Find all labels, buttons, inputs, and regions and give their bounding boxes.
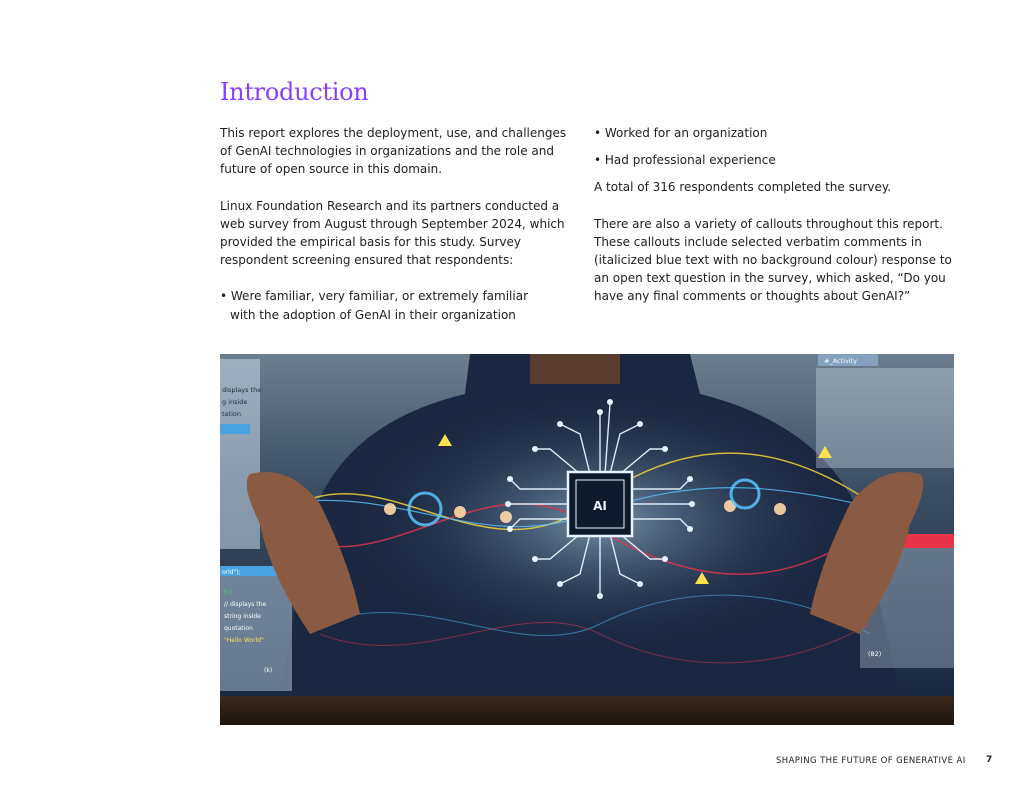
left-column — [220, 124, 575, 324]
ai-chip-icon — [568, 472, 632, 536]
bullet-experience: • Had professional experience — [594, 153, 776, 168]
hero-illustration — [220, 354, 954, 725]
footer-report-title: SHAPING THE FUTURE OF GENERATIVE AI — [776, 756, 966, 766]
bullet-familiar-line2: with the adoption of GenAI in their organization — [230, 307, 516, 322]
hero-image — [220, 354, 954, 725]
bullet-familiar-line1: • Were familiar, very familiar, or extremely familiar — [220, 289, 529, 304]
right-column — [594, 124, 959, 306]
chip-label: AI — [593, 499, 607, 513]
bullet-familiar — [220, 287, 575, 323]
intro-paragraph: This report explores the deployment, use, and challenges of GenAI technologies in organizations and the role and future of open source in this domain. — [220, 126, 567, 177]
survey-paragraph: Linux Foundation Research and its partners conducted a web survey from August through September 2024, which provided the empirical basis for this study. Survey respondent screening ensured that respondents: — [220, 198, 565, 268]
page-heading: Introduction — [220, 78, 369, 106]
respondents-paragraph: A total of 316 respondents completed the survey. — [594, 180, 892, 195]
callouts-paragraph: There are also a variety of callouts throughout this report. These callouts include selected verbatim comments in (italicized blue text with no background colour) response to an open text question in the survey, which asked, “Do you have any final comments or thoughts about GenAI?” — [594, 216, 952, 304]
bullet-organization: • Worked for an organization — [594, 126, 768, 140]
page-number: 7 — [986, 755, 993, 765]
